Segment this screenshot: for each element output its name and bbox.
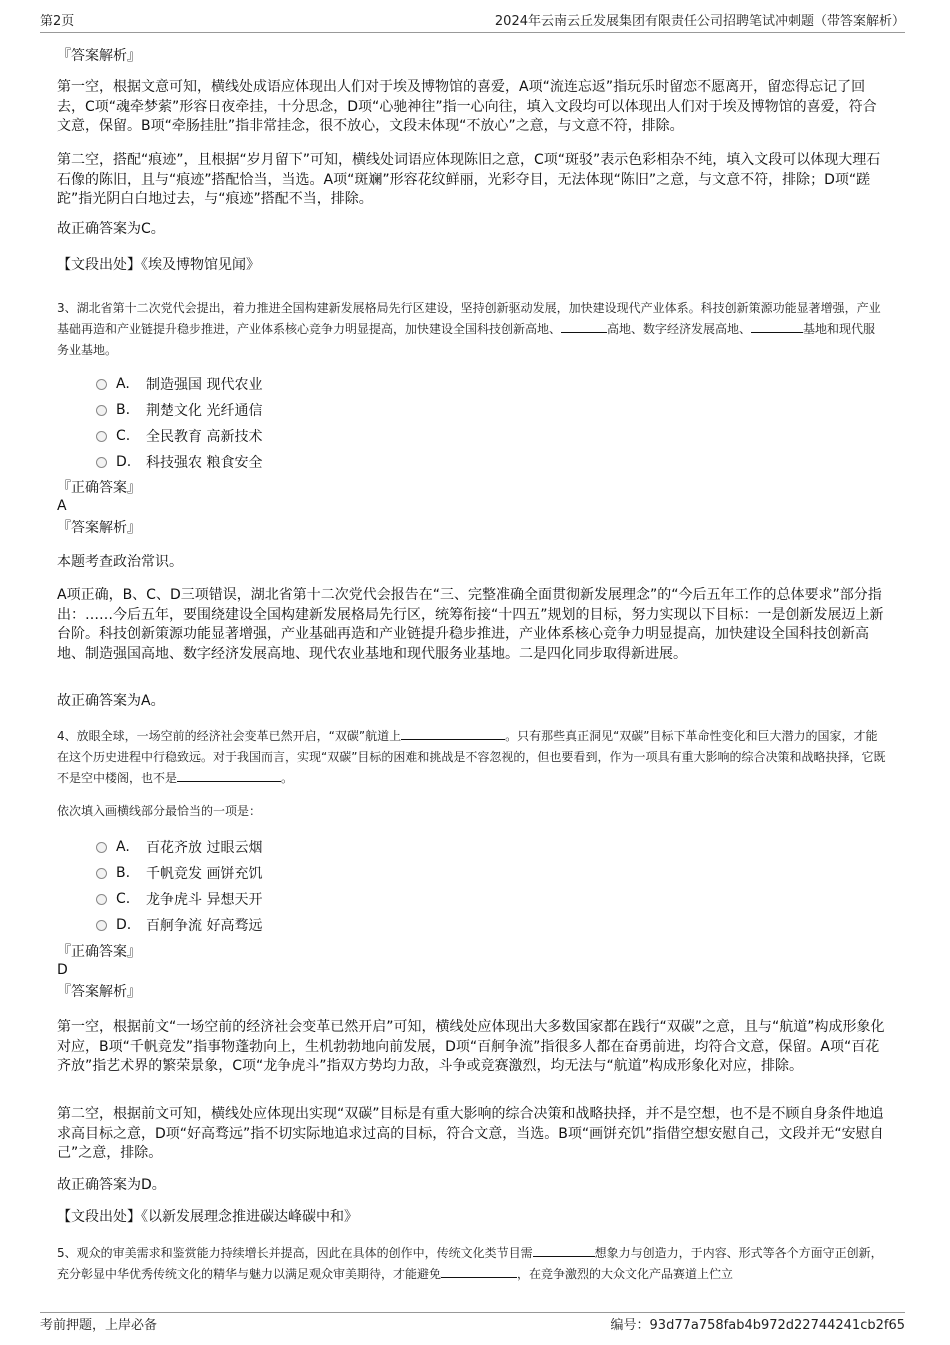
blank (177, 769, 281, 782)
option-text: 百舸争流 好高骛远 (146, 918, 263, 934)
option-c[interactable] (96, 426, 262, 446)
radio-icon[interactable] (96, 405, 107, 416)
analysis-paragraph: 第一空，根据文意可知，横线处成语应体现出人们对于埃及博物馆的喜爱，A项“流连忘返”指玩乐时留恋不愿离开，留恋得忘记了回去，C项“魂牵梦萦”形容日夜牵挂，十分思念，D项“心驰神往”指一心向往，填入文段均可以体现出人们对于埃及博物馆的喜爱，符合文意，保留。B项“牵肠挂肚”指非常挂念，很不放心，文段未体现“不放心”之意，与文意不符，排除。 (57, 79, 877, 134)
radio-icon[interactable] (96, 379, 107, 390)
correct-answer: A (57, 498, 67, 514)
blank (401, 727, 505, 740)
question-4-stem (57, 726, 887, 789)
blank (561, 320, 607, 333)
stem-text: 。只有那些真正洞见“双碳”目标下革命性变化和巨大潜力的国家，才能在这个历史进程中行稳致远。对于我国而言，实现“双碳”目标的困难和挑战是不容忽视的，但也要看到，作为一项具有重大影响的综合决策和战略抉择，它既不是空中楼阁，也不是 (57, 729, 886, 785)
correct-answer: D (57, 962, 68, 978)
question-prompt: 依次填入画横线部分最恰当的一项是： (57, 804, 262, 818)
source: 【文段出处】《埃及博物馆见闻》 (57, 257, 260, 273)
page-number: 第2页 (40, 14, 75, 29)
option-text: 科技强农 粮食安全 (146, 455, 263, 471)
stem-text: 高地、数字经济发展高地、 (607, 322, 752, 336)
header-divider (40, 32, 905, 33)
question-5-stem (57, 1243, 887, 1285)
question-3-stem (57, 298, 887, 361)
option-letter: B. (116, 402, 131, 418)
analysis-label: 『答案解析』 (57, 48, 141, 64)
option-b[interactable] (96, 863, 262, 883)
analysis-paragraph: 第二空，根据前文可知，横线处应体现出实现“双碳”目标是有重大影响的综合决策和战略抉择，并不是空想，也不是不顾自身条件地追求高目标之意，D项“好高骛远”指不切实际地追求过高的目标，符合文意，当选。B项“画饼充饥”指借空想安慰自己，文段并无“安慰自己”之意，排除。 (57, 1106, 884, 1161)
stem-text: 3、湖北省第十二次党代会提出，着力推进全国构建新发展格局先行区建设，坚持创新驱动发展，加快建设现代产业体系。科技创新策源功能显著增强，产业基础再造和产业链提升稳步推进，产业体系核心竞争力明显提高，加快建设全国科技创新高地、 (57, 301, 881, 336)
option-letter: C. (116, 428, 131, 444)
analysis-paragraph: 第二空，搭配“痕迹”，且根据“岁月留下”可知，横线处词语应体现陈旧之意，C项“斑驳”表示色彩相杂不纯，填入文段可以体现大理石石像的陈旧，且与“痕迹”搭配恰当，当选。A项“斑斓”形容花纹鲜丽，光彩夺目，无法体现“陈旧”之意，与文意不符，排除；D项“蹉跎”指光阴白白地过去，与“痕迹”搭配不当，排除。 (57, 152, 881, 207)
option-letter: C. (116, 891, 131, 907)
blank (751, 320, 803, 333)
option-d[interactable] (96, 452, 262, 472)
correct-answer-label: 『正确答案』 (57, 480, 141, 496)
blank (441, 1265, 517, 1278)
conclusion: 故正确答案为C。 (57, 221, 165, 237)
conclusion: 故正确答案为D。 (57, 1177, 166, 1193)
option-text: 全民教育 高新技术 (146, 429, 263, 445)
analysis-paragraph: 第一空，根据前文“一场空前的经济社会变革已然开启”可知，横线处应体现出大多数国家都在践行“双碳”之意，且与“航道”构成形象化对应，B项“千帆竞发”指事物蓬勃向上，生机勃勃地向前发展，D项“百舸争流”指很多人都在奋勇前进，均符合文意，保留。A项“百花齐放”指艺术界的繁荣景象，C项“龙争虎斗”指双方势均力敌，斗争或竞赛激烈，均无法与“航道”构成形象化对应，排除。 (57, 1019, 885, 1074)
radio-icon[interactable] (96, 842, 107, 853)
radio-icon[interactable] (96, 868, 107, 879)
option-text: 千帆竞发 画饼充饥 (146, 866, 263, 882)
option-text: 制造强国 现代农业 (146, 377, 263, 393)
stem-text: 5、观众的审美需求和鉴赏能力持续增长并提高，因此在具体的创作中，传统文化类节目需 (57, 1246, 533, 1260)
option-letter: A. (116, 376, 130, 392)
stem-text: 4、放眼全球，一场空前的经济社会变革已然开启，“双碳”航道上 (57, 729, 402, 743)
footer-divider (40, 1312, 905, 1313)
radio-icon[interactable] (96, 894, 107, 905)
option-d[interactable] (96, 915, 262, 935)
id-value: 93d77a758fab4b972d22744241cb2f65 (649, 1318, 905, 1333)
analysis-label: 『答案解析』 (57, 520, 141, 536)
id-label: 编号： (610, 1318, 650, 1333)
radio-icon[interactable] (96, 457, 107, 468)
analysis-paragraph: A项正确，B、C、D三项错误，湖北省第十二次党代会报告在“三、完整准确全面贯彻新发展理念”的“今后五年工作的总体要求”部分指出：……今后五年，要围绕建设全国构建新发展格局先行区，统筹衔接“十四五”规划的目标，努力实现以下目标：一是创新发展迈上新台阶。科技创新策源功能显著增强，产业基础再造和产业链提升稳步推进，产业体系核心竞争力明显提高，加快建设全国科技创新高地、制造强国高地、数字经济发展高地、现代农业基地和现代服务业基地。二是四化同步取得新进展。 (57, 587, 884, 662)
option-text: 龙争虎斗 异想天开 (146, 892, 263, 908)
stem-text: ，在竞争激烈的大众文化产品赛道上伫立 (517, 1267, 734, 1281)
option-a[interactable] (96, 374, 262, 394)
stem-text: 基地和现代服务业基地。 (57, 322, 876, 357)
radio-icon[interactable] (96, 431, 107, 442)
option-letter: B. (116, 865, 131, 881)
source: 【文段出处】《以新发展理念推进碳达峰碳中和》 (57, 1209, 358, 1225)
document-id (611, 1314, 905, 1333)
analysis-label: 『答案解析』 (57, 984, 141, 1000)
option-letter: D. (116, 917, 132, 933)
footer-slogan: 考前押题，上岸必备 (40, 1318, 158, 1333)
option-letter: D. (116, 454, 132, 470)
stem-text: 。 (281, 771, 294, 785)
option-text: 荆楚文化 光纤通信 (146, 403, 263, 419)
conclusion: 故正确答案为A。 (57, 693, 165, 709)
analysis-intro: 本题考查政治常识。 (57, 554, 183, 570)
option-a[interactable] (96, 837, 262, 857)
correct-answer-label: 『正确答案』 (57, 944, 141, 960)
option-text: 百花齐放 过眼云烟 (146, 840, 263, 856)
stem-text: 想象力与创造力，于内容、形式等各个方面守正创新，充分彰显中华优秀传统文化的精华与魅力以满足观众审美期待，才能避免 (57, 1246, 883, 1281)
option-b[interactable] (96, 400, 262, 420)
document-title: 2024年云南云丘发展集团有限责任公司招聘笔试冲刺题（带答案解析） (494, 14, 905, 29)
radio-icon[interactable] (96, 920, 107, 931)
option-c[interactable] (96, 889, 262, 909)
option-letter: A. (116, 839, 130, 855)
blank (533, 1244, 595, 1257)
